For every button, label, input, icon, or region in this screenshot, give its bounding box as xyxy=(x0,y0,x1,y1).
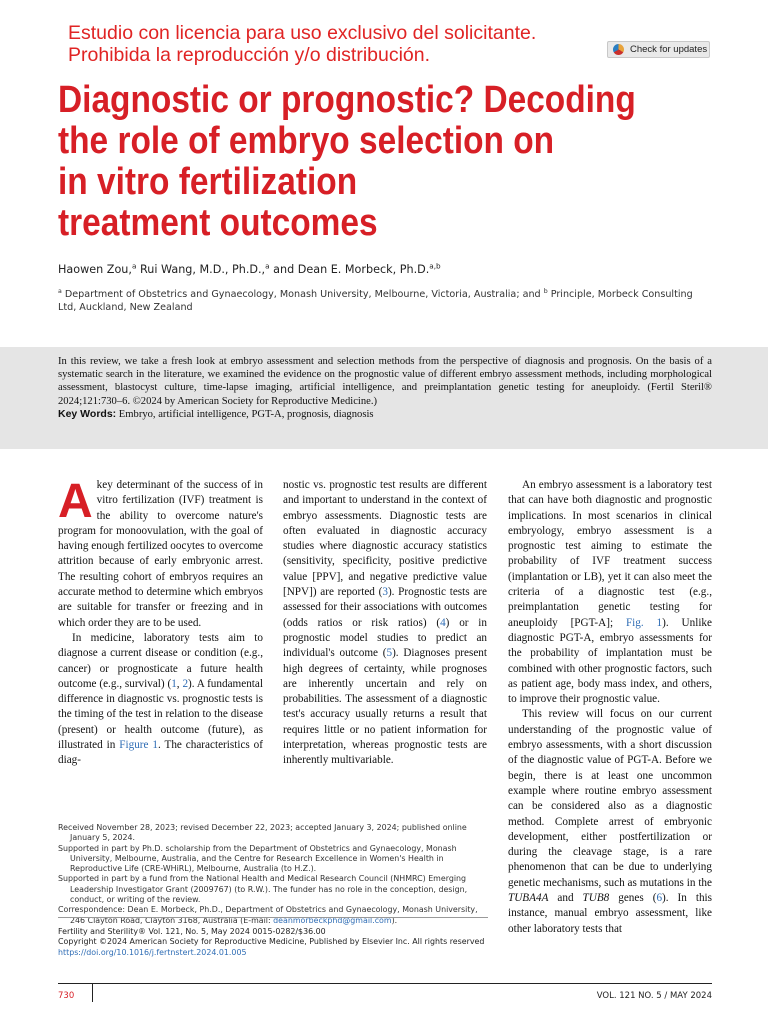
license-banner-line2: Prohibida la reproducción y/o distribución. xyxy=(68,44,431,66)
keywords: Embryo, artificial intelligence, PGT-A, prognosis, diagnosis xyxy=(116,408,374,420)
affil-text: Principle, Morbeck Consulting Ltd, Auckland, New Zealand xyxy=(58,289,693,313)
title-line: the role of embryo selection on xyxy=(58,120,555,162)
keywords-label: Key Words: xyxy=(58,407,117,420)
paragraph-text: ) or in prognostic model studies to predict an individual's outcome ( xyxy=(283,616,487,660)
figure-link[interactable]: Figure 1 xyxy=(119,739,158,752)
journal-info xyxy=(58,927,488,958)
footer-divider xyxy=(92,983,93,1002)
footnote-text: Correspondence: Dean E. Morbeck, Ph.D., Department of Obstetrics and Gynaecology, Monash University, 246 Clayton Road, Clayton 3168, Australia (E-mail: xyxy=(58,905,478,925)
citation-link[interactable]: 4 xyxy=(440,616,446,629)
body-column-1 xyxy=(58,475,263,769)
paragraph-text: , xyxy=(176,677,183,690)
paragraph xyxy=(508,707,712,936)
email-link[interactable]: deanmorbeckphd@gmail.com xyxy=(273,915,392,925)
title-line: treatment outcomes xyxy=(58,202,378,244)
author-name: Rui Wang, M.D., Ph.D., xyxy=(136,263,266,276)
drop-cap: A xyxy=(58,475,93,528)
author-affil-mark: a xyxy=(131,261,137,271)
volume-info: VOL. 121 NO. 5 / MAY 2024 xyxy=(596,991,712,1001)
affil-mark: b xyxy=(543,287,548,295)
paragraph-text: key determinant of the success of in vitro fertilization (IVF) treatment is the ability to overcome nature's program for monoovulation, with the goal of having enough fertilized oocytes to overcome attrition because of early embryonic arrest. The resulting cohort of embryos requires an accurate method to determine which embryos are suitable for transfer or freezing and in which order they are to be used. xyxy=(58,479,263,629)
footnote-support: Supported in part by a fund from the National Health and Medical Research Council (NHMRC) Emerging Leadership Investigator Grant (2009767) (to R.W.). The funder has no role in the conception, design, conduct, or writing of the review. xyxy=(58,874,468,905)
paragraph xyxy=(58,475,263,631)
abstract xyxy=(58,355,712,421)
title-line: in vitro fertilization xyxy=(58,161,358,203)
affil-mark: a xyxy=(58,287,62,295)
paragraph-text: nostic vs. prognostic test results are different and important to understand in the context of embryo assessments. Diagnostic tests are often evaluated in diagnostic accuracy studies where diagnostic accuracy statistics (sensitivity, specificity, positive predictive value [PPV], and negative predictive value [NPV]) are reported ( xyxy=(283,479,487,599)
paragraph-text: genes ( xyxy=(609,892,657,905)
figure-link[interactable]: Fig. 1 xyxy=(625,616,663,629)
paragraph-text: ). Unlike diagnostic PGT-A, embryo assessments for the probability of implantation must be combined with other prognostic factors, such as patient age, body mass index, and others, to improve their prognostic value. xyxy=(508,616,712,706)
paragraph-text: ). In this instance, manual embryo assessment, like other laboratory tests that xyxy=(508,892,713,935)
footnote-divider xyxy=(58,917,488,918)
affil-text: Department of Obstetrics and Gynaecology, Monash University, Melbourne, Victoria, Australia; and xyxy=(61,289,544,300)
footnote-correspondence xyxy=(58,905,488,926)
affiliations xyxy=(58,288,708,314)
paragraph xyxy=(58,631,263,769)
article-title xyxy=(58,80,656,244)
citation-link[interactable]: 5 xyxy=(386,647,393,660)
article-footnotes xyxy=(58,823,488,926)
paragraph-text: and xyxy=(548,892,583,905)
footnote-text: ). xyxy=(391,915,398,925)
paragraph-text: ). A fundamental difference in diagnostic vs. prognostic tests is the timing of the test in relation to the disease (present) or health outcome (future), as illustrated in xyxy=(58,677,263,752)
license-banner-line1: Estudio con licencia para uso exclusivo del solicitante. xyxy=(68,22,537,44)
crossmark-icon xyxy=(613,44,624,55)
citation-link[interactable]: 3 xyxy=(382,586,388,599)
copyright: Copyright ©2024 American Society for Reproductive Medicine, Published by Elsevier Inc. All rights reserved xyxy=(58,937,485,947)
body-column-2 xyxy=(283,478,487,769)
footer-rule xyxy=(58,983,712,984)
paragraph-text: ). Prognostic tests are assessed for their associations with outcomes (odds ratios or risk ratios) ( xyxy=(283,586,487,629)
check-for-updates-button[interactable] xyxy=(607,41,710,58)
footnote-support: Supported in part by Ph.D. scholarship from the Department of Obstetrics and Gynaecology, Monash University, Melbourne, Australia, and the Centre for Research Excellence in Women's Health in Reproductive Life (CRE-WHiRL), Melbourne, Australia (to H.Z.). xyxy=(58,843,457,874)
author-name: and Dean E. Morbeck, Ph.D. xyxy=(269,263,430,276)
paragraph-text: In medicine, laboratory tests aim to diagnose a current disease or condition (e.g., cancer) or prognosticate a future health outcome (e.g., survival) ( xyxy=(58,631,263,690)
paragraph-text: . The characteristics of diag- xyxy=(58,739,263,767)
citation-link[interactable]: 1 xyxy=(171,677,177,690)
doi-link[interactable]: https://doi.org/10.1016/j.fertnstert.2024.01.005 xyxy=(58,947,247,957)
abstract-body: In this review, we take a fresh look at embryo assessment and selection methods from the perspective of diagnosis and prognosis. On the basis of a systematic search in the literature, we examined the evidence on the prognostic value of different embryo assessment methods, including morphological assessment, blastocyst culture, time-lapse imaging, artificial intelligence, and preimplantation genetic testing for aneuploidy. (Fertil Steril® 2024;121:730–6. ©2024 by American Society for Reproductive Medicine.) xyxy=(58,356,712,407)
footnote-received: Received November 28, 2023; revised December 22, 2023; accepted January 3, 2024; published online January 5, 2024. xyxy=(58,823,467,843)
title-line: Diagnostic or prognostic? Decoding xyxy=(58,79,636,121)
author-list xyxy=(58,263,441,276)
author-affil-mark: a,b xyxy=(429,261,441,271)
body-column-3 xyxy=(508,478,712,937)
paragraph xyxy=(508,478,712,707)
license-banner xyxy=(68,22,536,66)
gene-name: TUBA4A xyxy=(508,892,549,905)
author-name: Haowen Zou, xyxy=(58,263,132,276)
journal-citation: Fertility and Sterility® Vol. 121, No. 5, May 2024 0015-0282/$36.00 xyxy=(58,927,326,936)
author-affil-mark: a xyxy=(265,261,270,271)
paragraph-text: This review will focus on our current understanding of the prognostic value of embryo assessments, with a short discussion of the diagnostic value of PGT-A. Before we begin, there is at least one uncommon example where routine embryo assessment can be considered also as a diagnostic method. Complete arrest of embryonic development, either postfertilization or during the cleavage stage, is a rare phenomenon that can be due to underlying genetic mechanisms, such as mutations in the xyxy=(508,708,712,889)
page-number: 730 xyxy=(58,991,75,1001)
citation-link[interactable]: 2 xyxy=(182,677,189,690)
gene-name: TUB8 xyxy=(582,892,610,905)
check-for-updates-label: Check for updates xyxy=(630,44,708,55)
paragraph-text: ). Diagnoses present high degrees of certainty, while prognoses are inherently uncertain and rely on probabilities. The assessment of a diagnostic test's accuracy usually returns a result that requires little or no patient information for interpretation, whereas prognostic tests are inherently multivariable. xyxy=(283,647,487,767)
paragraph xyxy=(283,478,487,769)
paragraph-text: An embryo assessment is a laboratory test that can have both diagnostic and prognostic implications. In most scenarios in clinical embryology, embryo assessment is a prognostic test aiming to estimate the probability of IVF treatment success (implantation or LB), yet it can also meet the criteria of a diagnostic test (e.g., preimplantation genetic testing for aneuploidy [PGT-A]; xyxy=(508,479,712,629)
citation-link[interactable]: 6 xyxy=(656,892,663,905)
